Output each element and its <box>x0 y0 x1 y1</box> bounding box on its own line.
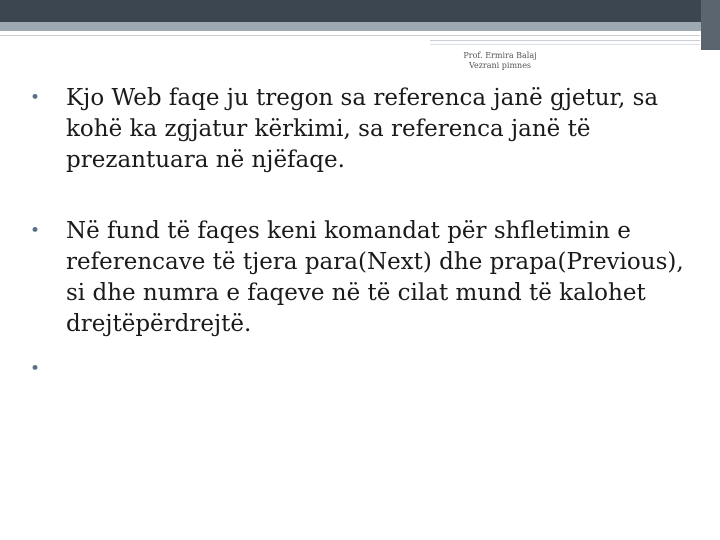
bullet-item <box>30 83 690 176</box>
slide-content <box>30 83 690 425</box>
header-author: Prof. Ermira Balaj <box>463 51 537 60</box>
bullet-icon: • <box>30 221 41 241</box>
header-divider-line <box>430 44 700 45</box>
header-subtitle: Vezrani pimnes <box>468 61 532 70</box>
bullet-item <box>30 216 690 340</box>
bullet-icon: • <box>30 88 41 108</box>
header-divider-line <box>0 35 700 36</box>
slide-accent-bar <box>0 22 720 31</box>
bullet-text: Kjo Web faqe ju tregon sa referenca janë gjetur, sa kohë ka zgjatur kërkimi, sa referenca janë të prezantuara në njëfaqe. <box>66 85 659 173</box>
slide-corner-block <box>701 0 720 50</box>
bullet-icon: • <box>30 359 41 379</box>
slide-top-band <box>0 0 720 22</box>
header-note <box>440 51 560 71</box>
header-divider-line <box>430 40 700 41</box>
bullet-text: Në fund të faqes keni komandat për shfletimin e referencave të tjera para(Next) dhe prapa(Previous), si dhe numra e faqeve në të cilat mund të kalohet drejtëpërdrejtë. <box>66 218 684 337</box>
bullet-item <box>30 354 690 385</box>
